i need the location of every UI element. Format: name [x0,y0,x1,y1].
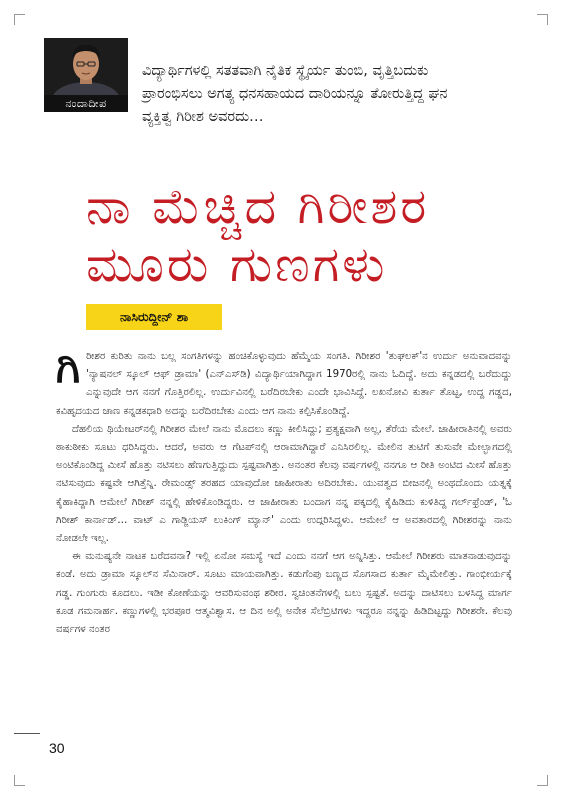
paragraph [56,342,512,421]
paragraph-text: ರೀಶರ ಕುರಿತು ನಾನು ಬಲ್ಲ ಸಂಗತಿಗಳನ್ನು ಹಂಚಿಕೊಳ್ಳುವುದು ಹೆಮ್ಮೆಯ ಸಂಗತಿ. ಗಿರೀಶರ 'ತುಘಲಕ್'ನ ಉರ್ದು ಅನುವಾದವನ್ನು 'ನ್ಯಾಷನಲ್ ಸ್ಕೂಲ್ ಆಫ್ ಡ್ರಾಮಾ' (ಎನ್‌ಎಸ್‌ಡಿ) ವಿದ್ಯಾರ್ಥಿಯಾಗಿದ್ದಾಗ 1970ರಲ್ಲಿ ನಾನು ಓದಿದ್ದೆ. ಅದು ಕನ್ನಡದಲ್ಲಿ ಬರೆದುದ್ದು ಎನ್ನುವುದೇ ಆಗ ನನಗೆ ಗೊತ್ತಿರಲಿಲ್ಲ. ಉರ್ದುವಿನಲ್ಲಿ ಬರೆದಿರಬೇಕು ಎಂದೇ ಭಾವಿಸಿದ್ದೆ. ಲಖನೋವಿ ಕುರ್ತಾ ತೊಟ್ಟ, ಉದ್ದ ಗಡ್ಡದ, ಕವಿಹೃದಯದ ಜಾಣ ಕನ್ನಡಕಧಾರಿ ಅದನ್ನು ಬರೆದಿರಬೇಕು ಎಂದು ಆಗ ನಾನು ಕಲ್ಪಿಸಿಕೊಂಡಿದ್ದೆ. [56,351,512,417]
author-portrait [44,38,128,96]
crop-mark-bottom-right [537,775,548,786]
paragraph: ಈ ಮನುಷ್ಯನೇ ನಾಟಕ ಬರೆದವನಾ? ಇಲ್ಲಿ ಏನೋ ಸಮಸ್ಯೆ ಇದೆ ಎಂದು ನನಗೆ ಆಗ ಅನ್ನಿಸಿತ್ತು. ಆಮೇಲೆ ಗಿರೀಶರು ಮಾತನಾಡುವುದನ್ನು ಕಂಡೆ. ಅದು ಡ್ರಾಮಾ ಸ್ಕೂಲ್‌ನ ಸೆಮಿನಾರ್. ಸೂಟು ಮಾಯವಾಗಿತ್ತು. ಕಡುಗೆಂಪು ಬಣ್ಣದ ಸೊಗಸಾದ ಕುರ್ತಾ ಮೈಮೇಲಿತ್ತು. ಗಾಂಭೀರ್ಯಕ್ಕೆ ಗಡ್ಡ. ಗುಂಗುರು ಕೂದಲು. ಇಡೀ ಕೋಣೆಯನ್ನು ಆವರಿಸುವಂಥ ಶರೀರ. ಸ್ವಚಿಂತನೆಗಳಲ್ಲಿ ಬಲು ಸ್ಪಷ್ಟತೆ. ಅದನ್ನು ದಾಟಿಸಲು ಬಳಸಿದ್ದ ಮಾರ್ಗ ಕೂಡ ಗಮನಾರ್ಹ. ಕಣ್ಣುಗಳಲ್ಲಿ ಭರಪೂರ ಆತ್ಮವಿಶ್ವಾಸ. ಆ ದಿನ ಅಲ್ಲಿ ಅನೇಕ ಸೆಲೆಬ್ರಿಟಿಗಳು ಇದ್ದರೂ ನನ್ನನ್ನು ಹಿಡಿದಿಟ್ಟದ್ದು ಗಿರೀಶರೇ. ಕೆಲವು ವರ್ಷಗಳ ನಂತರ [56,551,512,636]
headline-line-2: ಮೂರು ಗುಣಗಳು [86,236,388,293]
intro-blurb: ವಿದ್ಯಾರ್ಥಿಗಳಲ್ಲಿ ಸತತವಾಗಿ ನೈತಿಕ ಸ್ಥೈರ್ಯ ತುಂಬಿ, ವೃತ್ತಿಬದುಕು ಪ್ರಾರಂಭಿಸಲು ಅಗತ್ಯ ಧನಸಹಾಯದ ದಾರಿಯನ್ನೂ ತೋರುತ್ತಿದ್ದ ಘನ ವ್ಯಕ್ತಿತ್ವ ಗಿರೀಶ ಅವರದು… [142,63,448,125]
page-number-rule [14,733,40,734]
author-byline: ನಾಸಿರುದ್ದೀನ್ ಶಾ [86,304,222,330]
column-label: ನಂದಾದೀಪ [44,95,128,112]
article-body [56,342,512,639]
crop-mark-top-right [537,14,548,25]
headline-line-1: ನಾ ಮೆಚ್ಚಿದ ಗಿರೀಶರ [86,178,430,235]
paragraph: ದೆಹಲಿಯ ಥಿಯೇಟರ್‌ನಲ್ಲಿ ಗಿರೀಶರ ಮೇಲೆ ನಾನು ಮೊದಲು ಕಣ್ಣು ಕೀಲಿಸಿದ್ದು; ಪ್ರತ್ಯಕ್ಷವಾಗಿ ಅಲ್ಲ, ತೆರೆಯ ಮೇಲೆ. ಜಾಹೀರಾತಿನಲ್ಲಿ ಅವರು ಠಾಕುಠೀಕು ಸೂಟು ಧರಿಸಿದ್ದರು. ಆದರೆ, ಅವರು ಆ ಗೆಟಪ್‌ನಲ್ಲಿ ಆರಾಮಾಗಿದ್ದಾರೆ ಎನಿಸಿರಲಿಲ್ಲ. ಮೇಲಿನ ತುಟಿಗೆ ತುಸುವೇ ಮೇಲ್ಭಾಗದಲ್ಲಿ ಅಂಟಿಕೊಂಡಿದ್ದ ಮೀಸೆ ಹೊತ್ತು ನಟಿಸಲು ಹೆಣಗುತ್ತಿದ್ದುದು ಸ್ಪಷ್ಟವಾಗಿತ್ತು. ಅನಂತರ ಕೆಲವು ವರ್ಷಗಳಲ್ಲಿ ನನಗೂ ಆ ರೀತಿ ಅಂಟಿದ ಮೀಸೆ ಹೊತ್ತು ನಟಿಸುವುದು ಕಷ್ಟವೇ ಆಗಿತ್ತೆನ್ನಿ. ರೇಮಂಡ್ಸ್ ತರಹದ ಯಾವುದೋ ಜಾಹೀರಾತು ಅದಿರಬೇಕು. ಯುವತ್ವದ ಬೀಜನಲ್ಲಿ ಅಂಥದೊಂದು ಯತ್ನಕ್ಕೆ ಕೈಹಾಕಿದ್ದಾಗಿ ಆಮೇಲೆ ಗಿರೀಶ್ ನನ್ನಲ್ಲಿ ಹೇಳಿಕೊಂಡಿದ್ದರು. ಆ ಜಾಹೀರಾತು ಬಂದಾಗ ನನ್ನ ಪಕ್ಕದಲ್ಲಿ ಕೈಹಿಡಿದು ಕುಳಿತಿದ್ದ ಗರ್ಲ್‌ಫ್ರೆಂಡ್, 'ಓ ಗಿರೀಶ್ ಕಾರ್ನಾಡ್… ವಾಟ್ ಎ ಗಾಡ್ಜಿಯಸ್ ಲುಕಿಂಗ್ ಮ್ಯಾನ್' ಎಂದು ಉದ್ಗರಿಸಿದ್ದಳು. ಆಮೇಲೆ ಆ ಅವತಾರದಲ್ಲಿ ಗಿರೀಶರನ್ನು ನಾನು ನೋಡಲೇ ಇಲ್ಲ. [56,423,512,545]
drop-cap: ಗಿ [56,342,81,393]
crop-mark-bottom-left [14,775,25,786]
crop-mark-top-left [14,14,25,25]
headline [86,178,516,294]
column-badge [44,38,128,112]
page-number: 30 [49,740,65,756]
